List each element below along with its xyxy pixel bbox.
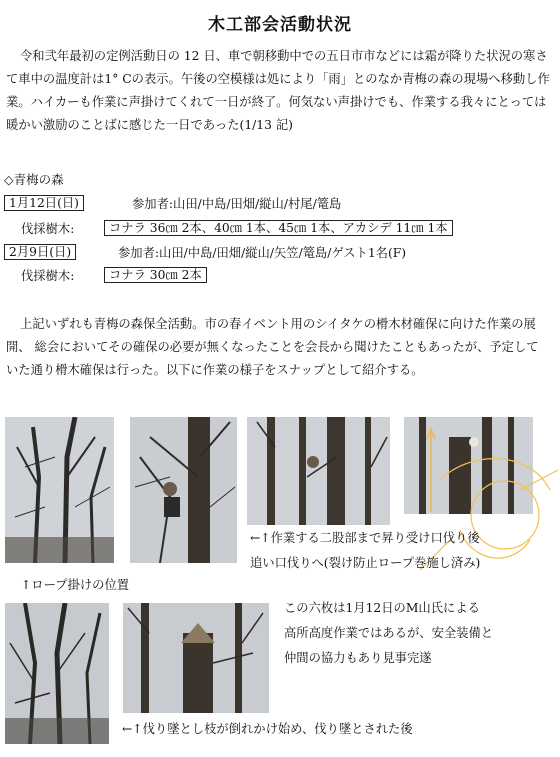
summary-text: 上記いずれも青梅の森保全活動。市の春イベント用のシイタケの榾木材確保に向けた作業の展開、 総会においてその確保の必要が無くなったことを会長から聞けたこともあったが、予定していた通り榾木確保は行った。以下に作業の様子をスナップとして紹介する。 (6, 317, 539, 377)
photo-trees-2 (5, 603, 109, 744)
session-2-felling (104, 265, 207, 283)
photo-trees-1 (5, 417, 114, 563)
page-title: 木工部会活動状況 (208, 15, 352, 35)
caption-six-1: この六枚は1月12日のM山氏による (284, 601, 480, 615)
section-heading: ◇青梅の森 (4, 172, 64, 187)
session-1-date (4, 193, 84, 211)
session-2-date (4, 242, 76, 260)
photo-climber-2 (247, 417, 390, 525)
session-1-felling-box: コナラ 36㎝ 2本、40㎝ 1本、45㎝ 1本、アカシデ 11㎝ 1本 (104, 220, 453, 236)
caption-fall: ←↑伐り墜とし枝が倒れかけ始め、伐り墜とされた後 (122, 722, 413, 736)
caption-climb-2: 追い口伐りへ(裂け防止ロープ巻施し済み) (250, 556, 481, 570)
photo-felled-branch (123, 603, 269, 713)
caption-climb-1: ←↑作業する二股部まで昇り受け口伐り後 (250, 531, 480, 545)
photo-climber-3 (404, 417, 533, 514)
session-2-date-box: 2月9日(日) (4, 244, 76, 260)
caption-six-2: 高所高度作業ではあるが、安全装備と (284, 626, 494, 640)
intro-text: 令和弐年最初の定例活動日の 12 日、車で朝移動中での五日市市などには霜が降りた状況の寒さて車中の温度計は1° Cの表示。午後の空模様は処により「雨」とのなか青梅の森の現場へ移動し作業。ハイカーも作業に声掛けてくれて一日が終了。何気ない声掛けでも、作業する我々にとっては暖かい激励のことばに感じた一日であった(1/13 記) (6, 49, 550, 132)
photo-climber-1 (130, 417, 237, 563)
session-1-felling (104, 218, 453, 236)
session-1-participants: 参加者:山田/中島/田畑/縦山/村尾/篭島 (132, 197, 342, 211)
intro-paragraph (6, 45, 550, 137)
summary-paragraph (6, 313, 550, 382)
caption-rope: ↑ロープ掛けの位置 (21, 578, 130, 592)
session-1-date-box: 1月12日(日) (4, 195, 84, 211)
caption-six-3: 仲間の協力もあり見事完遂 (284, 651, 432, 665)
session-2-felling-box: コナラ 30㎝ 2本 (104, 267, 207, 283)
session-1-felling-label: 伐採樹木: (21, 222, 75, 236)
session-2-felling-label: 伐採樹木: (21, 269, 75, 283)
session-2-participants: 参加者:山田/中島/田畑/縦山/矢笠/篭島/ゲスト1名(F) (118, 246, 407, 260)
